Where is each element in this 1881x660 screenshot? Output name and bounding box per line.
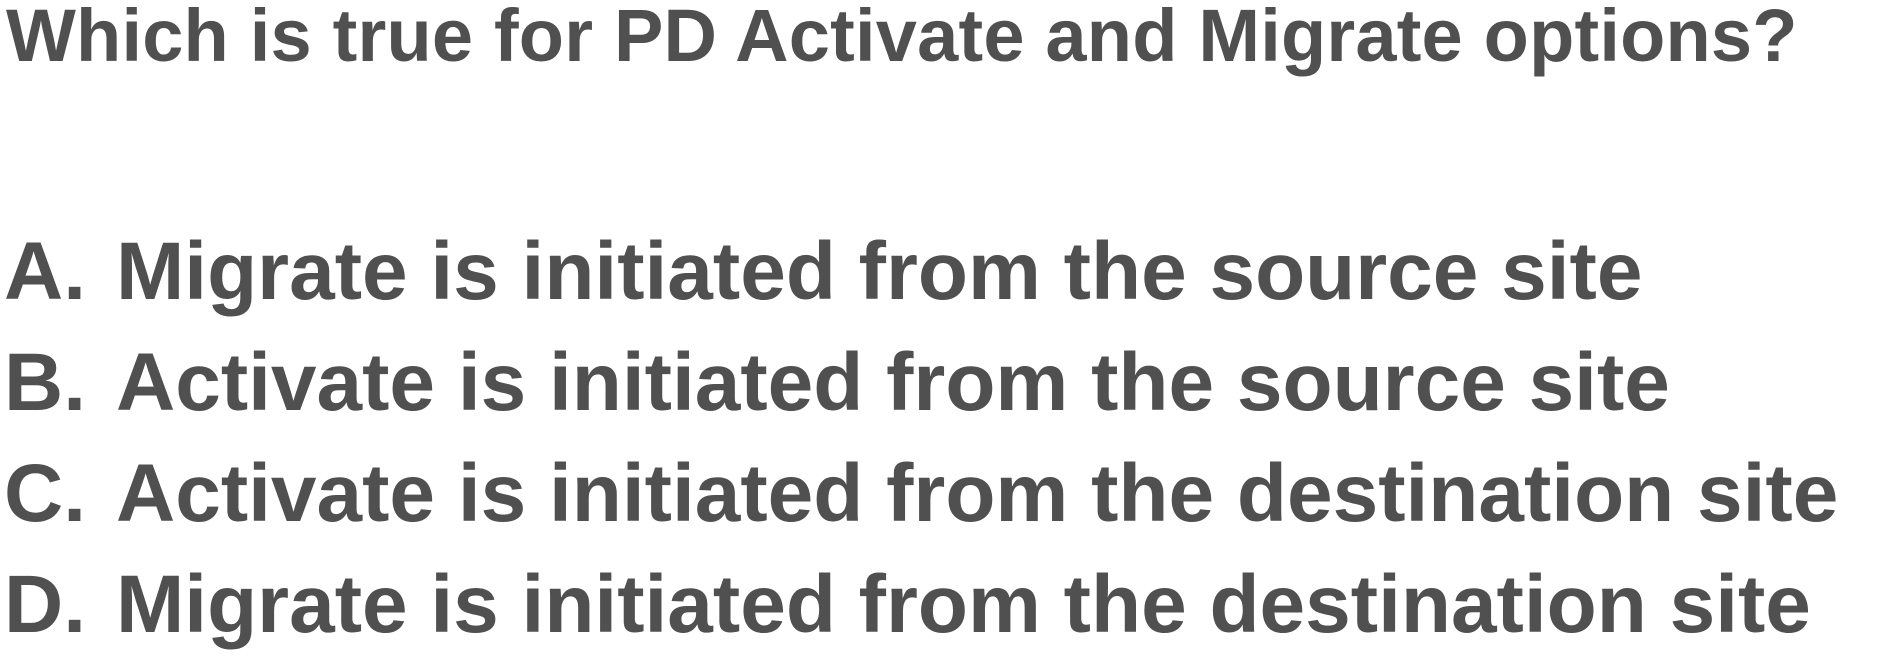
option-d — [4, 549, 1838, 660]
option-a — [4, 216, 1838, 327]
option-text: Activate is initiated from the source site — [116, 337, 1670, 428]
option-text: Activate is initiated from the destination site — [116, 448, 1839, 539]
option-b — [4, 327, 1838, 438]
option-letter: C. — [4, 448, 86, 539]
option-letter: D. — [4, 559, 86, 650]
option-letter: B. — [4, 337, 86, 428]
option-text: Migrate is initiated from the destination site — [116, 559, 1811, 650]
option-c — [4, 438, 1838, 549]
option-letter: A. — [4, 226, 86, 317]
answer-options-list — [4, 216, 1838, 660]
option-text: Migrate is initiated from the source site — [116, 226, 1643, 317]
question-title: Which is true for PD Activate and Migrate options? — [6, 0, 1798, 77]
